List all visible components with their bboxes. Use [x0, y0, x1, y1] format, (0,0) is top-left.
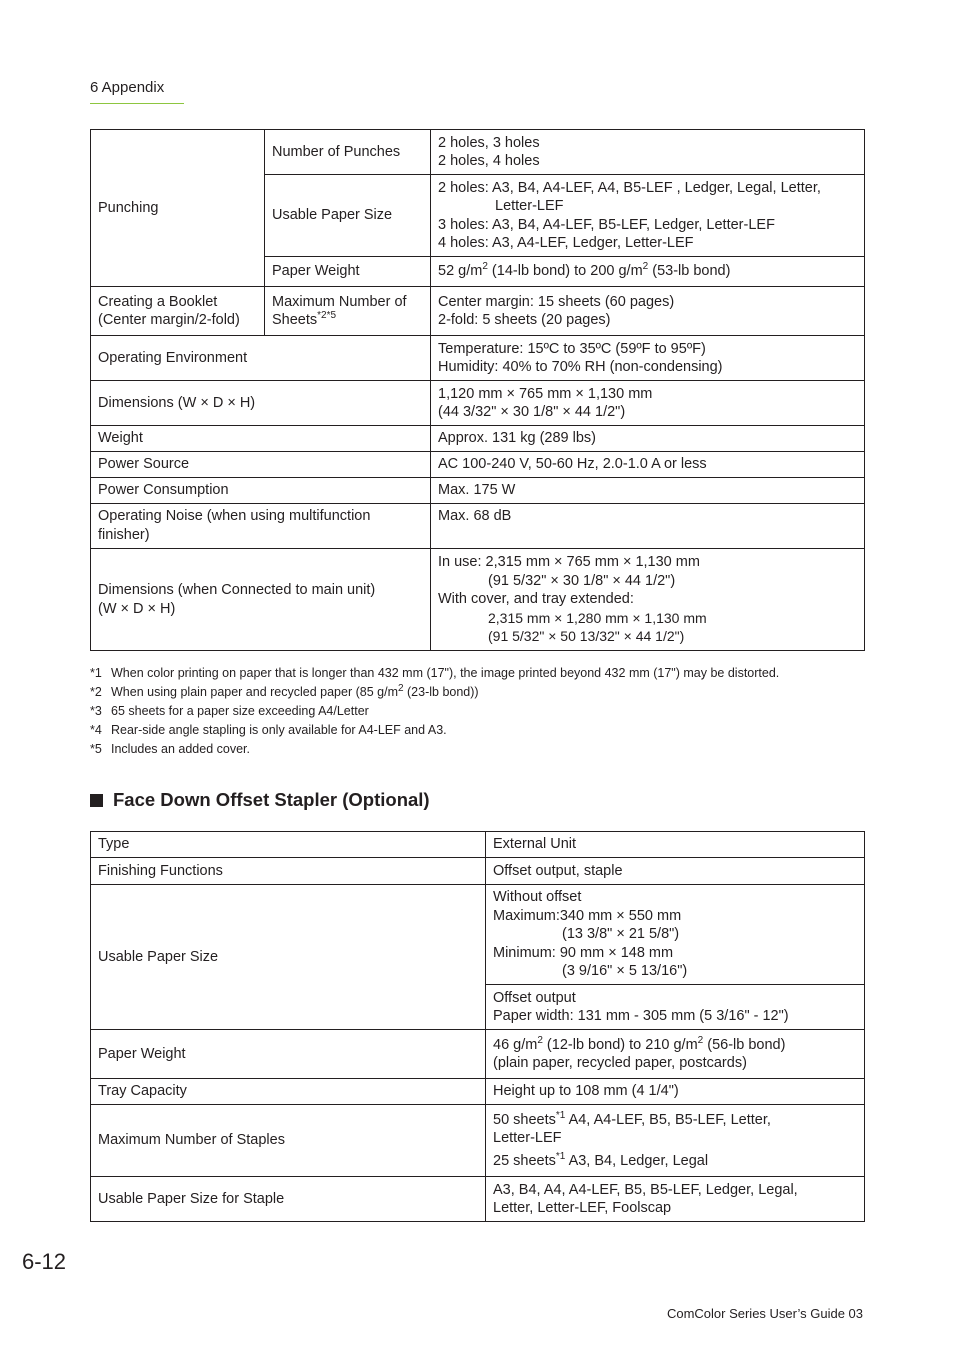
dims-connected-label: Dimensions (when Connected to main unit) (W × D × H) [91, 549, 431, 651]
without-offset-value: Without offset Maximum:340 mm × 550 mm (13 3/8" × 21 5/8") Minimum: 90 mm × 148 mm (3 9/16" × 5 13/16") [486, 885, 865, 985]
table-row [91, 1177, 865, 1222]
table-row [91, 130, 865, 175]
weight-value: Approx. 131 kg (289 lbs) [431, 426, 865, 452]
table-row [91, 549, 865, 651]
table-row [91, 504, 865, 549]
booklet-label: Creating a Booklet (Center margin/2-fold) [91, 287, 265, 336]
paper-weight-value: 46 $g/m^2$ (12-lb bond) to 210 $g/m^2$ (56-lb bond) (plain paper, recycled paper, postcards) [486, 1030, 865, 1079]
footnote-item: *3 65 sheets for a paper size exceeding A4/Letter [90, 704, 369, 718]
staple-size-value: A3, B4, A4, A4-LEF, B5, B5-LEF, Ledger, Legal, Letter, Letter-LEF, Foolscap [486, 1177, 865, 1222]
table-row [91, 452, 865, 478]
table-row [91, 287, 865, 336]
paper-weight-label: Paper Weight [91, 1030, 486, 1079]
environment-label: Operating Environment [91, 336, 431, 381]
table-row [91, 1105, 865, 1177]
table-row [91, 832, 865, 858]
table-row [91, 426, 865, 452]
environment-value: Temperature: 15ºC to 35ºC (59ºF to 95ºF) Humidity: 40% to 70% RH (non-condensing) [431, 336, 865, 381]
power-source-value: AC 100-240 V, 50-60 Hz, 2.0-1.0 A or less [431, 452, 865, 478]
num-punches-value: 2 holes, 3 holes 2 holes, 4 holes [431, 130, 865, 175]
noise-value: Max. 68 dB [431, 504, 865, 549]
paper-weight-label: Paper Weight [265, 257, 431, 287]
footnotes [90, 664, 779, 759]
usable-size-label: Usable Paper Size [265, 175, 431, 257]
stapler-section-title: Face Down Offset Stapler (Optional) [113, 789, 430, 810]
section-header [90, 79, 164, 101]
dims-connected-value: In use: 2,315 mm × 765 mm × 1,130 mm (91 5/32" × 30 1/8" × 44 1/2") With cover, and tray extended: 2,315 mm × 1,280 mm × 1,130 mm (91 5/32" × 50 13/32" × 44 1/2") [431, 549, 865, 651]
table-row [91, 381, 865, 426]
footnote-item: *5 Includes an added cover. [90, 742, 250, 756]
num-punches-label: Number of Punches [265, 130, 431, 175]
tray-value: Height up to 108 mm (4 1/4") [486, 1079, 865, 1105]
booklet-sub-label: Maximum Number of Sheets$^{*2*5}$ [265, 287, 431, 336]
type-value: External Unit [486, 832, 865, 858]
finisher-spec-table [90, 129, 865, 651]
section-header-underline [90, 103, 184, 104]
table-row [91, 858, 865, 885]
power-consumption-label: Power Consumption [91, 478, 431, 504]
power-source-label: Power Source [91, 452, 431, 478]
table-row [91, 478, 865, 504]
footnote-item: *4 Rear-side angle stapling is only available for A4-LEF and A3. [90, 723, 447, 737]
finishing-value: Offset output, staple [486, 858, 865, 885]
footnote-item: *2 When using plain paper and recycled paper (85 $g/m^2$ (23-lb bond)) [90, 682, 479, 699]
table-row [91, 336, 865, 381]
stapler-spec-table [90, 831, 865, 1222]
square-bullet-icon [90, 794, 103, 807]
usable-size-label: Usable Paper Size [91, 885, 486, 1030]
dimensions-label: Dimensions (W × D × H) [91, 381, 431, 426]
booklet-value: Center margin: 15 sheets (60 pages) 2-fold: 5 sheets (20 pages) [431, 287, 865, 336]
tray-label: Tray Capacity [91, 1079, 486, 1105]
punching-label: Punching [91, 130, 265, 287]
finishing-label: Finishing Functions [91, 858, 486, 885]
table-row [91, 885, 865, 985]
dimensions-value: 1,120 mm × 765 mm × 1,130 mm (44 3/32" × 30 1/8" × 44 1/2") [431, 381, 865, 426]
section-header-text: 6 Appendix [90, 79, 165, 96]
weight-label: Weight [91, 426, 431, 452]
staples-value: 50 sheets$^{*1}$ A4, A4-LEF, B5, B5-LEF, Letter, Letter-LEF 25 sheets$^{*1}$ A3, B4, Ledger, Legal [486, 1105, 865, 1177]
staples-label: Maximum Number of Staples [91, 1105, 486, 1177]
usable-size-value: 2 holes: A3, B4, A4-LEF, A4, B5-LEF , Ledger, Legal, Letter, Letter-LEF 3 holes: A3, B4, A4-LEF, B5-LEF, Ledger, Letter-LEF 4 holes: A3, A4-LEF, Ledger, Letter-LEF [431, 175, 865, 257]
power-consumption-value: Max. 175 W [431, 478, 865, 504]
stapler-section-heading [90, 789, 430, 811]
type-label: Type [91, 832, 486, 858]
paper-weight-value: 52 $g/m^2$ (14-lb bond) to 200 $g/m^2$ (53-lb bond) [431, 257, 865, 287]
page-number: 6-12 [22, 1249, 67, 1274]
offset-output-value: Offset output Paper width: 131 mm - 305 mm (5 3/16" - 12") [486, 985, 865, 1030]
footnote-item: *1 When color printing on paper that is longer than 432 mm (17"), the image printed beyond 432 mm (17") may be distorted. [90, 666, 780, 680]
footer-text: ComColor Series User’s Guide 03 [666, 1306, 863, 1321]
table-row [91, 1079, 865, 1105]
table-row [91, 1030, 865, 1079]
staple-size-label: Usable Paper Size for Staple [91, 1177, 486, 1222]
noise-label: Operating Noise (when using multifunction finisher) [91, 504, 431, 549]
